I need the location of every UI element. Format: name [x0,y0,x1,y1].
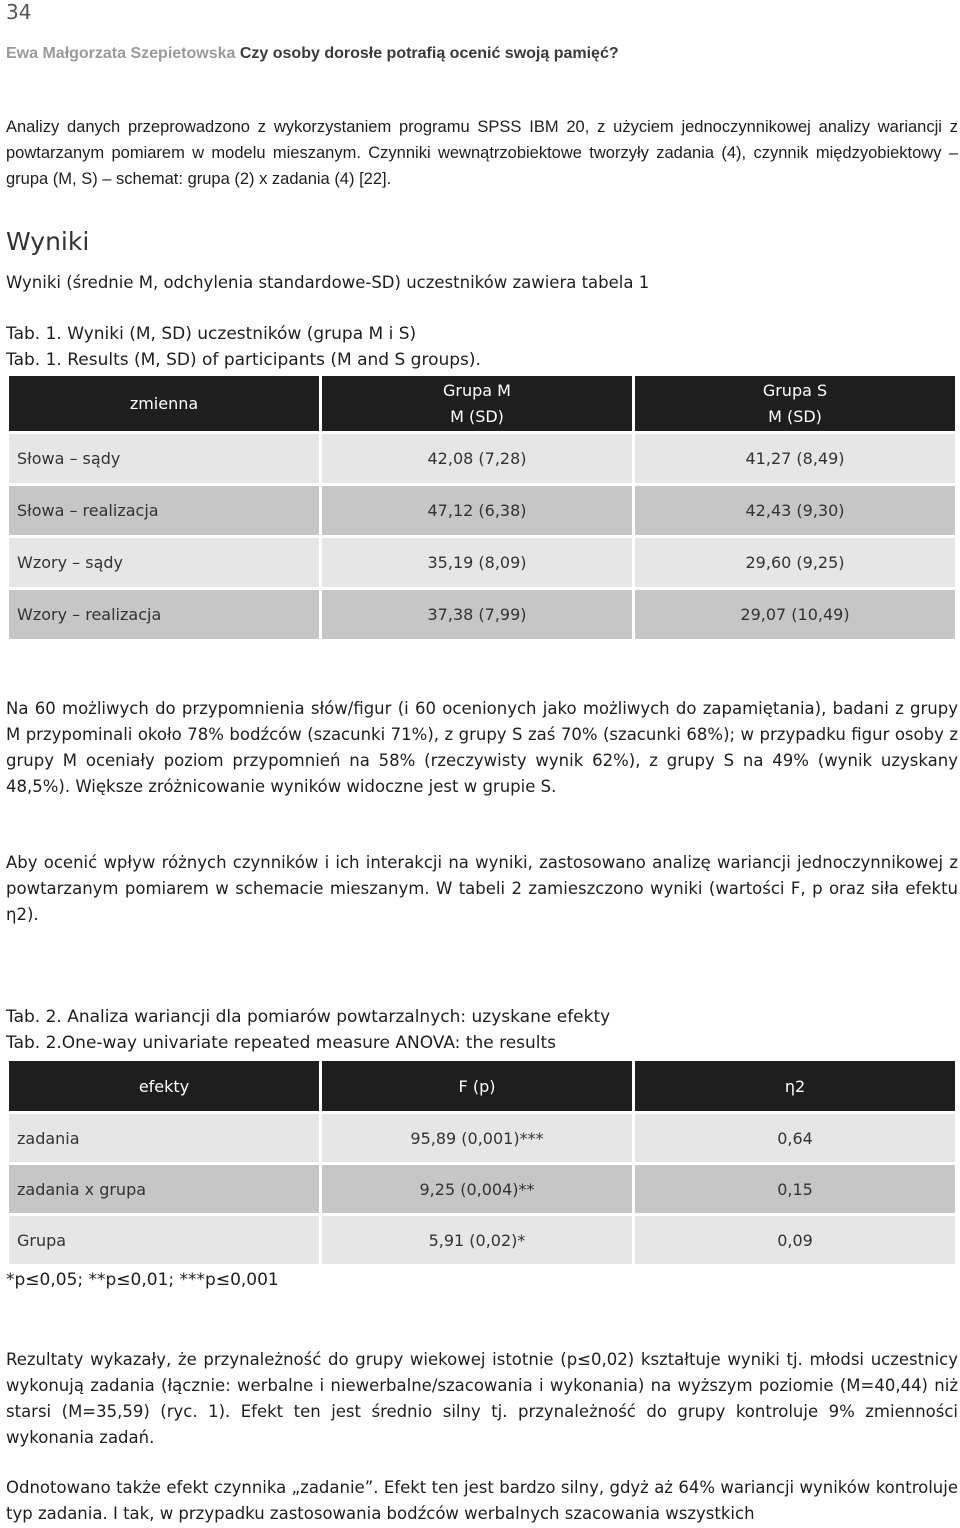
table2-header-row [9,1061,955,1111]
running-head-author: Ewa Małgorzata Szepietowska [6,45,236,62]
table2-header-eta: η2 [635,1061,955,1111]
table2-cell-label: Grupa [9,1216,319,1264]
table2-cell-f-p: 9,25 (0,004)** [322,1165,632,1213]
table1-cell-group-m: 37,38 (7,99) [322,590,632,639]
table2-cell-eta: 0,64 [635,1114,955,1162]
table1-cell-group-s: 42,43 (9,30) [635,486,955,535]
table2-caption-pl: Tab. 2. Analiza wariancji dla pomiarów powtarzalnych: uzyskane efekty [6,1007,611,1027]
table2-cell-f-p: 95,89 (0,001)*** [322,1114,632,1162]
recall-paragraph: Na 60 możliwych do przypomnienia słów/figur (i 60 ocenionych jako możliwych do zapamiętania), badani z grupy M przypominali około 78% bodźców (szacunki 71%), z grupy S zaś 70% (szacunki 68%); w przypadku figur osoby z grupy M oceniały poziom przypomnień na 58% (rzeczywisty wynik 62%), z grupy S na 49% (wynik uzyskany 48,5%). Większe zróżnicowanie wyników widoczne jest w grupie S. [6,699,958,796]
table2-header-f-p: F (p) [322,1061,632,1111]
table1-cell-group-m: 35,19 (8,09) [322,538,632,587]
table1-cell-label: Słowa – sądy [9,434,319,483]
table2-cell-eta: 0,09 [635,1216,955,1264]
table1-cell-label: Słowa – realizacja [9,486,319,535]
table1-caption-pl: Tab. 1. Wyniki (M, SD) uczestników (grupa M i S) [6,324,417,344]
table2-cell-f-p: 5,91 (0,02)* [322,1216,632,1264]
table1-header-group-m: Grupa M M (SD) [322,376,632,431]
table-2 [6,1058,958,1267]
table2-cell-label: zadania [9,1114,319,1162]
table-1 [6,373,958,642]
anova-paragraph: Aby ocenić wpływ różnych czynników i ich interakcji na wyniki, zastosowano analizę wariancji jednoczynnikowej z powtarzanym pomiarem w schemacie mieszanym. W tabeli 2 zamieszczono wyniki (wartości F, p oraz siła efektu η2). [6,853,958,924]
page-number: 34 [6,0,32,24]
table-row [9,1165,955,1213]
table1-header-row [9,376,955,431]
conclusion-paragraph-1: Rezultaty wykazały, że przynależność do grupy wiekowej istotnie (p≤0,02) kształtuje wyniki tj. młodsi uczestnicy wykonują zadania (łącznie: werbalne i niewerbalne/szacowania i wykonania) na wyższym poziomie (M=40,44) niż starsi (M=35,59) (ryc. 1). Efekt ten jest średnio silny tj. przynależność do grupy kontroluje 9% zmienności wykonania zadań. [6,1350,958,1447]
table1-header-group-s: Grupa S M (SD) [635,376,955,431]
table-row [9,486,955,535]
running-head-title: Czy osoby dorosłe potrafią ocenić swoją pamięć? [239,45,619,62]
table-row [9,590,955,639]
section-heading-results: Wyniki [6,227,90,256]
intro-paragraph: Analizy danych przeprowadzono z wykorzystaniem programu SPSS IBM 20, z użyciem jednoczynnikowej analizy wariancji z powtarzanym pomiarem w modelu mieszanym. Czynniki wewnątrzobiektowe tworzyły zadania (4), czynnik międzyobiektowy – grupa (M, S) – schemat: grupa (2) x zadania (4) [22]. [6,118,958,188]
table1-cell-group-s: 29,07 (10,49) [635,590,955,639]
running-head [6,45,619,63]
results-paragraph: Wyniki (średnie M, odchylenia standardowe-SD) uczestników zawiera tabela 1 [6,273,650,292]
table1-cell-group-m: 42,08 (7,28) [322,434,632,483]
table-row [9,538,955,587]
table1-cell-label: Wzory – sądy [9,538,319,587]
table1-header-variable: zmienna [9,376,319,431]
table-row [9,1114,955,1162]
table1-cell-label: Wzory – realizacja [9,590,319,639]
table2-header-effects: efekty [9,1061,319,1111]
table1-cell-group-s: 41,27 (8,49) [635,434,955,483]
table2-cell-label: zadania x grupa [9,1165,319,1213]
conclusion-paragraph-2: Odnotowano także efekt czynnika „zadanie”. Efekt ten jest bardzo silny, gdyż aż 64% wariancji wyników kontroluje typ zadania. I tak, w przypadku zastosowania bodźców werbalnych szacowania wszystkich [6,1478,958,1523]
table-row [9,1216,955,1264]
table1-cell-group-m: 47,12 (6,38) [322,486,632,535]
table2-caption-en: Tab. 2.One-way univariate repeated measure ANOVA: the results [6,1033,557,1053]
table1-cell-group-s: 29,60 (9,25) [635,538,955,587]
table2-cell-eta: 0,15 [635,1165,955,1213]
table2-footnote: *p≤0,05; **p≤0,01; ***p≤0,001 [6,1270,279,1290]
table-row [9,434,955,483]
table1-caption-en: Tab. 1. Results (M, SD) of participants (M and S groups). [6,350,481,370]
